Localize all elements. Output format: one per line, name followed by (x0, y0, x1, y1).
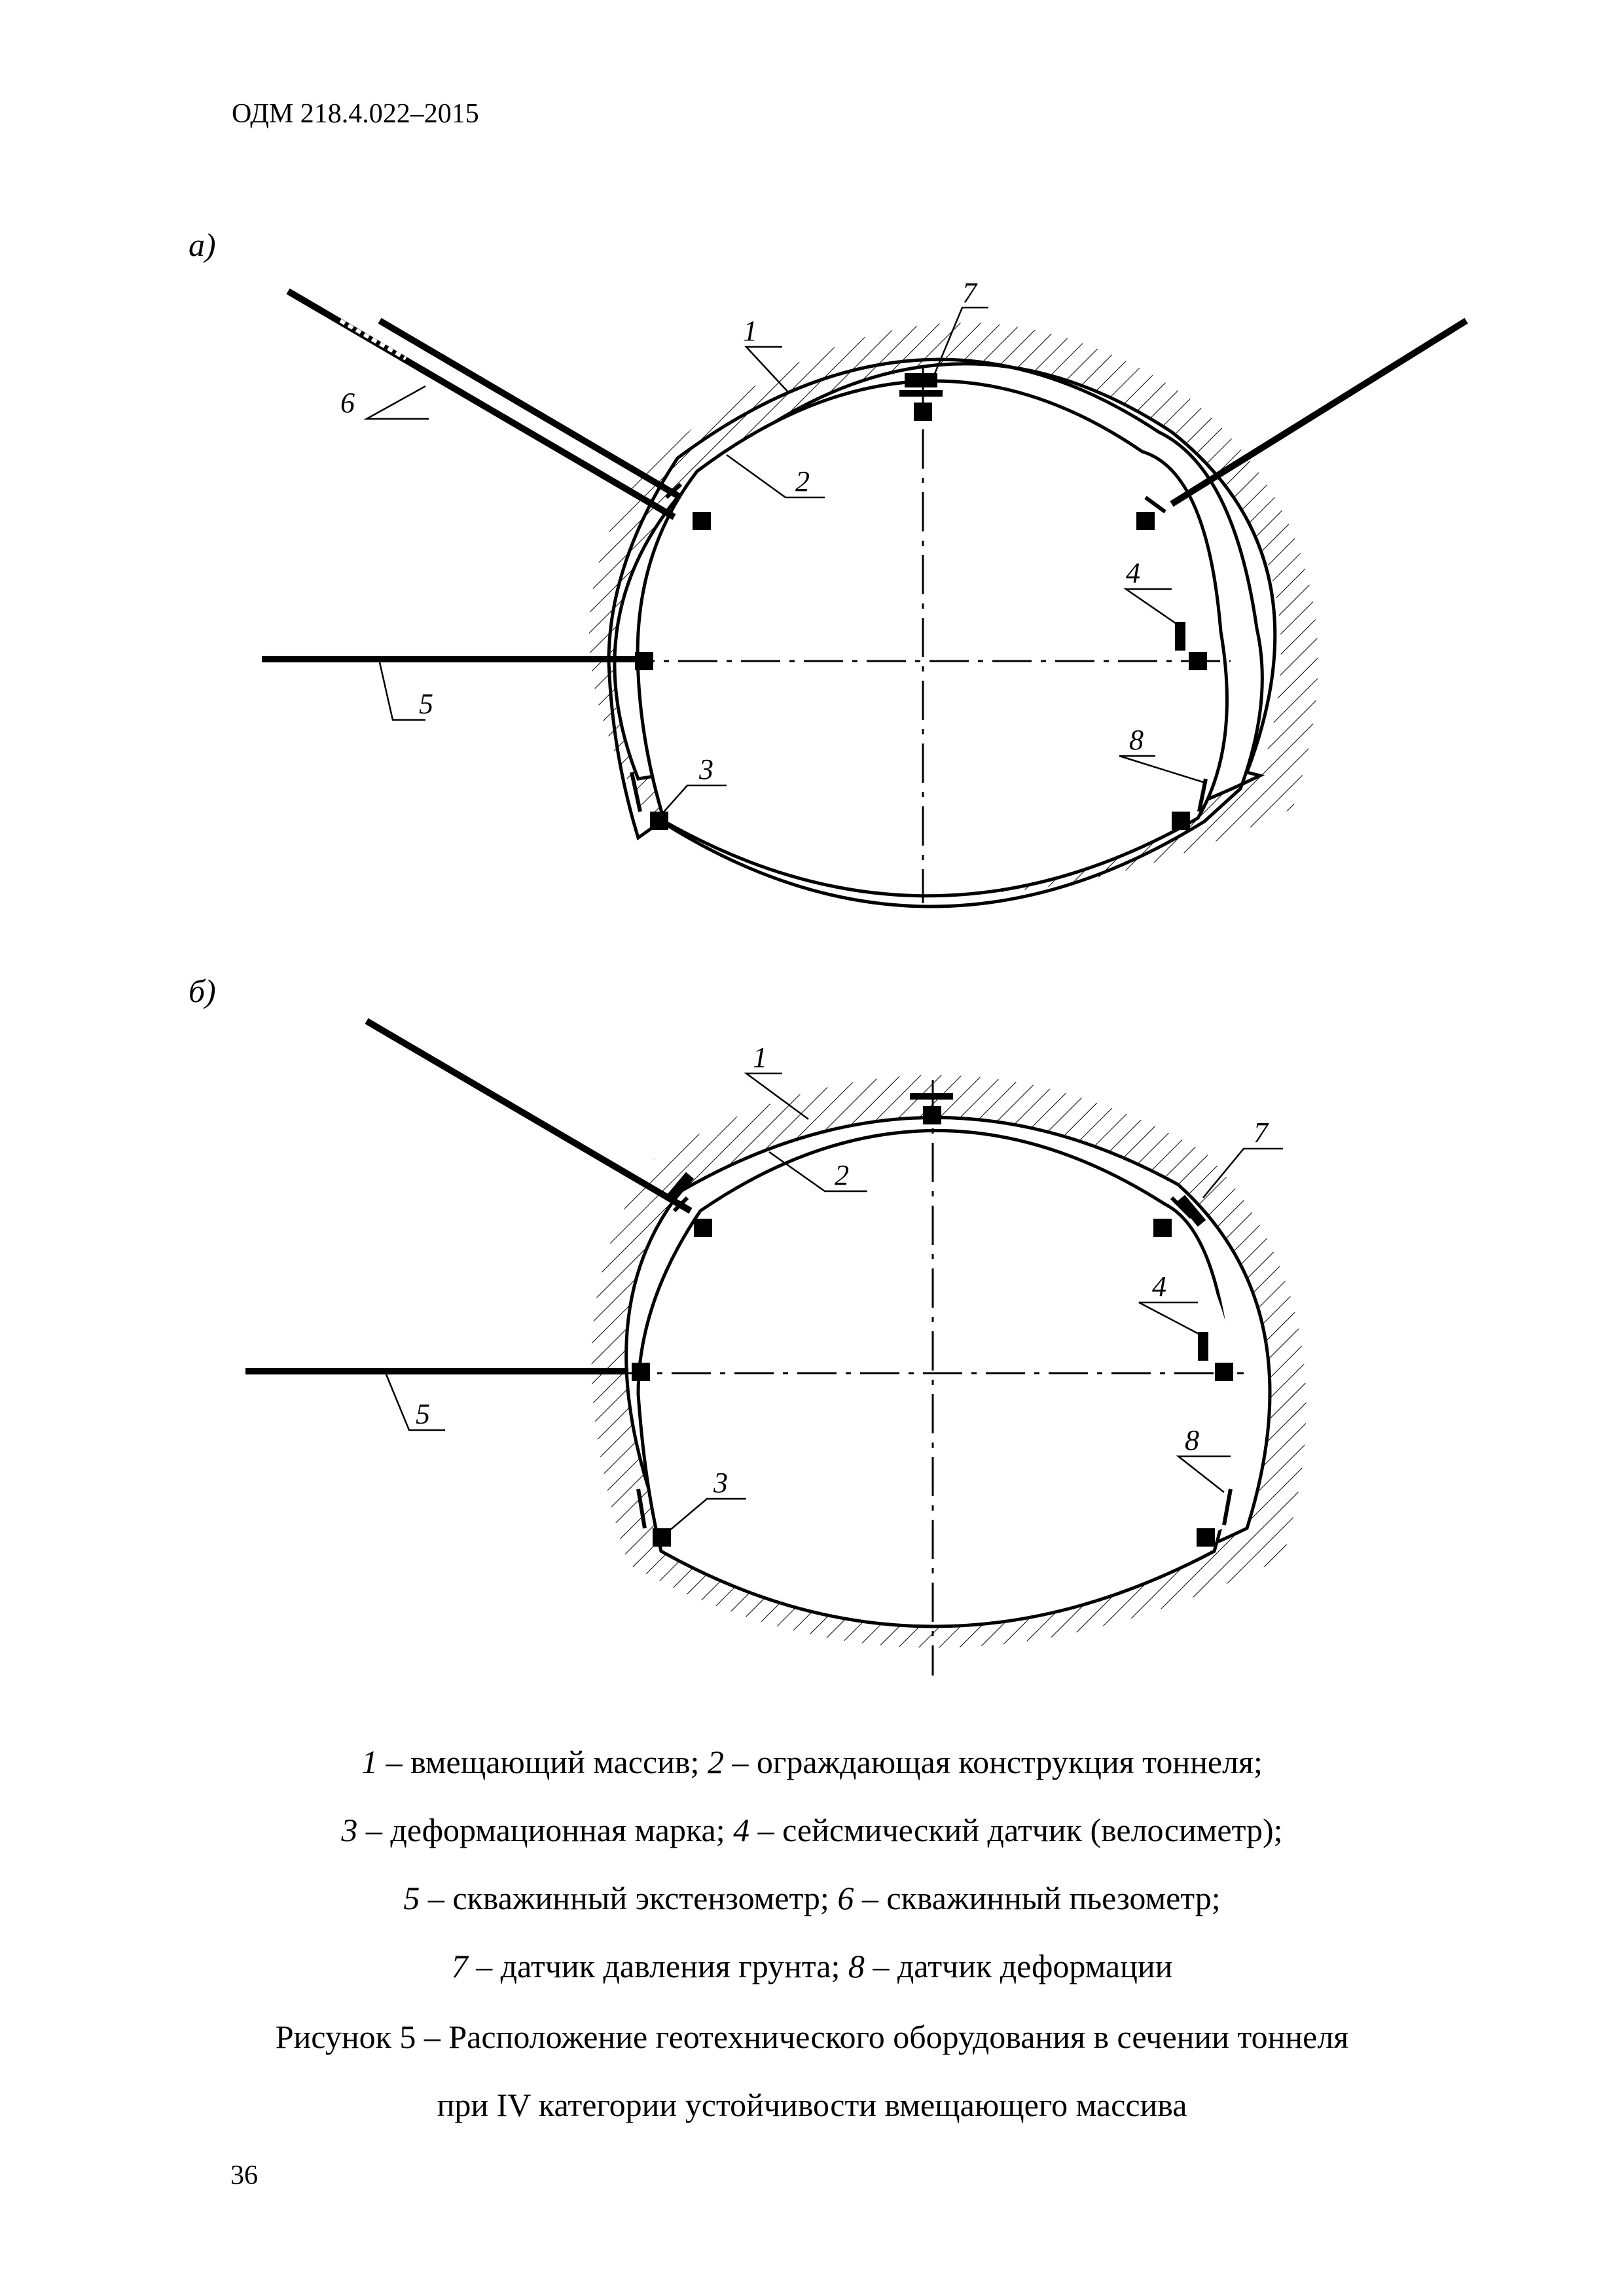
figure-legend (0, 1728, 1624, 2000)
callout-8: 8 (1129, 724, 1144, 756)
tunnel-inner-contour (638, 381, 1227, 896)
callout-2: 2 (795, 465, 810, 497)
callout-3: 3 (699, 753, 713, 785)
page-number: 36 (230, 2161, 258, 2191)
callout-6: 6 (340, 387, 355, 419)
callout-4: 4 (1152, 1270, 1166, 1302)
borehole-left (367, 1021, 691, 1211)
legend-line-4: 7 – датчик давления грунта; 8 – датчик деформации (451, 1948, 1173, 1984)
seismic-sensor-4 (1175, 622, 1185, 651)
callout-4: 4 (1126, 557, 1140, 589)
seismic-sensor-4 (1198, 1332, 1208, 1361)
callout-1: 1 (753, 1041, 767, 1073)
borehole-right (1172, 321, 1466, 504)
figure-caption (0, 2003, 1624, 2139)
legend-line-1: 1 – вмещающий массив; 2 – ограждающая конструкция тоннеля; (361, 1744, 1263, 1780)
callout-3: 3 (713, 1467, 728, 1499)
legend-line-3: 5 – скважинный экстензометр; 6 – скважинный пьезометр; (403, 1880, 1221, 1916)
callout-5: 5 (416, 1398, 430, 1430)
caption-line-1: Рисунок 5 – Расположение геотехнического оборудования в сечении тоннеля (275, 2018, 1349, 2055)
tunnel-cross-section-diagram-b (0, 995, 1624, 1715)
callout-8: 8 (1185, 1424, 1199, 1456)
legend-line-2: 3 – деформационная марка; 4 – сейсмический датчик (велосиметр); (341, 1812, 1283, 1848)
callout-7: 7 (962, 277, 977, 309)
callout-2: 2 (835, 1159, 849, 1191)
callout-1: 1 (743, 315, 757, 347)
panel-label-b: б) (189, 973, 216, 1009)
tunnel-cross-section-diagram-a (0, 249, 1624, 988)
document-code-header: ОДМ 218.4.022–2015 (232, 99, 479, 129)
panel-label-a: а) (189, 226, 216, 263)
callout-5: 5 (419, 688, 433, 720)
callout-7: 7 (1254, 1117, 1268, 1149)
soil-pressure-sensor-7 (899, 373, 943, 397)
caption-line-2: при IV категории устойчивости вмещающего массива (437, 2087, 1187, 2123)
